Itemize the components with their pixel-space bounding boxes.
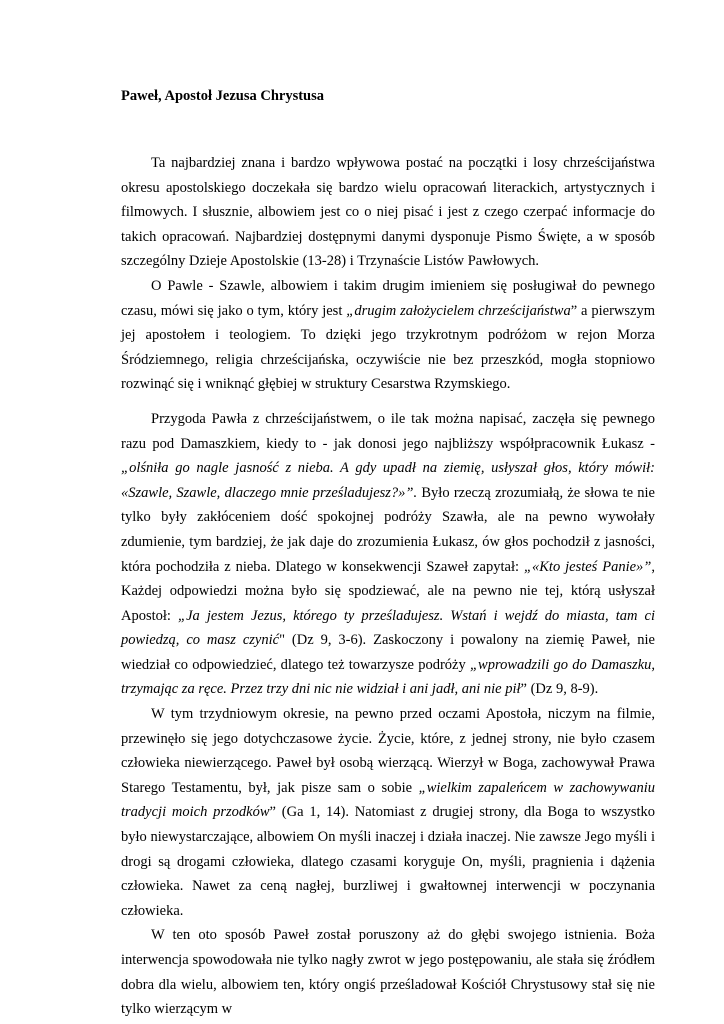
text-run: ” a pierwszym jej apostołem i teologiem. To dzięki jego trzykrotnym podróżom w rejon Morza Śródziemnego, religia chrześcijańska, oczywiście nie bez przeszkód, mogła stopniowo rozwinąć się i wniknąć głębiej w struktury Cesarstwa Rzymskiego. (121, 302, 655, 393)
text-run: Ta najbardziej znana i bardzo wpływowa postać na początki i losy chrześcijaństwa okresu apostolskiego doczekała się bardzo wielu opracowań literackich, artystycznych i filmowych. I słusznie, albowiem jest co o niej pisać i jest z czego czerpać informacje do takich opracowań. Najbardziej dostępnymi danymi dysponuje Pismo Święte, a w sposób szczególny Dzieje Apostolskie (13-28) i Trzynaście Listów Pawłowych. (121, 155, 655, 270)
quote-italic: „olśniła go nagle jasność z nieba. A gdy upadł na ziemię, usłyszał głos, który mówił: «Szawle, Szawle, dlaczego mnie prześladujesz?»”. (121, 460, 655, 501)
paragraph-5 (121, 923, 655, 1021)
quote-italic: „drugim założycielem chrześcijaństwa (346, 302, 571, 319)
paragraph-2 (121, 274, 655, 397)
quote-italic: „wielkim zapaleńcem w zachowywaniu tradycji moich przodków (121, 779, 655, 821)
text-run: O Pawle - Szawle, albowiem i takim drugim imieniem się posługiwał do pewnego czasu, mówi się jako o tym, który jest (121, 277, 655, 319)
document-title: Paweł, Apostoł Jezusa Chrystusa (121, 88, 325, 104)
paragraph-3 (121, 407, 655, 702)
text-run: ” (Dz 9, 8-9). (520, 681, 599, 698)
text-run: W ten oto sposób Paweł został poruszony aż do głębi swojego istnienia. Boża interwencja spowodowała nie tylko nagły zwrot w jego postępowaniu, ale stała się źródłem dobra dla wielu, albowiem ten, który ongiś prześladował Kościół Chrystusowy stał się nie tylko wierzącym w (121, 927, 655, 1018)
paragraph-4 (121, 702, 655, 923)
text-run: W tym trzydniowym okresie, na pewno przed oczami Apostoła, niczym na filmie, przewinęło się jego dotychczasowe życie. Życie, które, z jednej strony, nie było czasem człowieka niewierzącego. Paweł był osobą wierzącą. Wierzył w Boga, zachowywał Prawa Starego Testamentu, był, jak pisze sam o sobie (121, 706, 655, 796)
text-run: ” (Ga 1, 14). Natomiast z drugiej strony, dla Boga to wszystko było niewystarczające, albowiem On myśli inaczej i działa inaczej. Nie zawsze Jego myśli i drogi są drogami człowieka, dlatego czasami koryguje On, myśli, pragnienia i dążenia człowieka. Nawet za ceną nagłej, burzliwej i gwałtownej interwencji w poczynania człowieka. (121, 804, 655, 919)
text-run: " (Dz 9, 3-6). Zaskoczony i powalony na ziemię Paweł, nie wiedział co odpowiedzieć, dlatego też towarzysze podróży (121, 632, 655, 673)
document-body (121, 151, 655, 1022)
quote-italic: „Ja jestem Jezus, którego ty prześladujesz. Wstań i wejdź do miasta, tam ci powiedzą, co masz czynić (121, 607, 655, 649)
quote-italic: „wprowadzili go do Damaszku, trzymając za ręce. Przez trzy dni nic nie widział i ani jadł, ani nie pił (121, 656, 655, 698)
text-run: Przygoda Pawła z chrześcijaństwem, o ile tak można napisać, zaczęła się pewnego razu pod Damaszkiem, kiedy to - jak donosi jego najbliższy współpracownik Łukasz - (121, 410, 655, 452)
paragraph-1 (121, 151, 655, 274)
quote-italic: „«Kto jesteś Panie»” (523, 558, 652, 575)
text-run: , Każdej odpowiedzi można było się spodziewać, ale na pewno nie tej, którą usłyszał Apostoł: (121, 558, 655, 624)
text-run: Było rzeczą zrozumiałą, że słowa te nie tylko były zakłóceniem dość spokojnej podróży Szawła, ale na pewno wywołały zdumienie, tym bardziej, że jak daje do zrozumienia Łukasz, ów głos pochodził z jasności, która pochodziła z nieba. Dlatego w konsekwencji Szaweł zapytał: (121, 484, 655, 575)
